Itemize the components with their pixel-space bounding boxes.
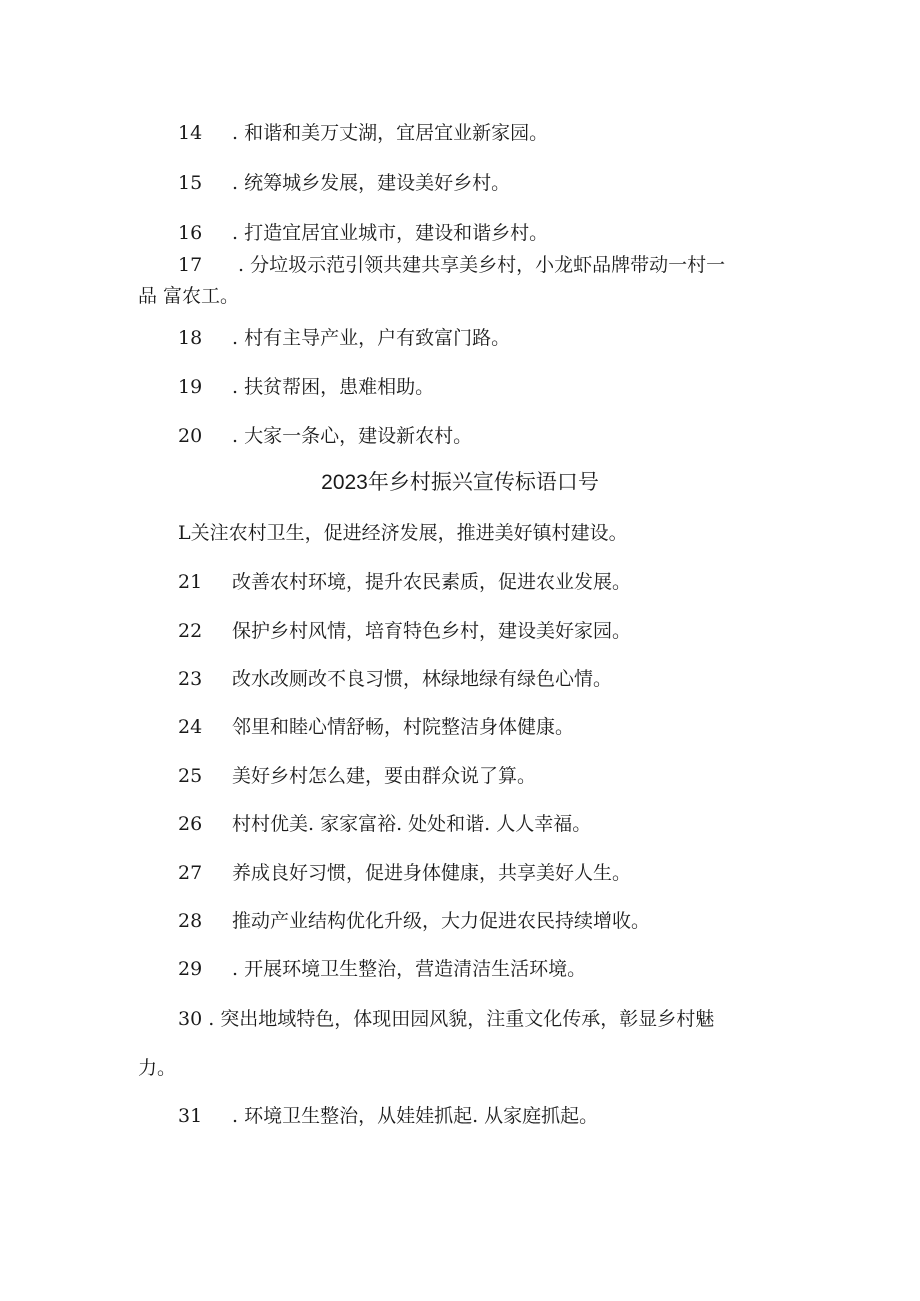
item-text: . 开展环境卫生整治，营造清洁生活环境。 [232,958,587,980]
list-item [178,619,631,643]
item-text: 美好乡村怎么建，要由群众说了算。 [232,765,537,787]
item-text: 推动产业结构优化升级，大力促进农民持续增收。 [232,910,651,932]
item-text: . 环境卫生整治，从娃娃抓起. 从家庭抓起。 [232,1105,599,1127]
item-number: 14 [178,122,203,144]
item-number: 15 [178,172,203,194]
item-text: . 扶贫帮困，患难相助。 [232,376,435,398]
list-item [178,812,591,836]
list-item [178,957,586,981]
list-item [178,715,574,739]
list-item [178,326,510,350]
item-text: 保护乡村风情，培育特色乡村，建设美好家园。 [232,620,632,642]
list-item [178,171,510,195]
item-number: 25 [178,765,203,787]
item-number: 18 [178,327,203,349]
item-text: . 村有主导产业，户有致富门路。 [232,327,511,349]
list-item [178,861,631,885]
item-text: 改水改厕改不良习惯，林绿地绿有绿色心情。 [232,668,613,690]
list-item [178,1104,598,1128]
item-number: 31 [178,1105,203,1127]
item-text: 村村优美. 家家富裕. 处处和谐. 人人幸福。 [232,813,592,835]
item-text: . 打造宜居宜业城市，建设和谐乡村。 [232,222,549,244]
list-item [178,424,472,448]
list-item [178,121,548,145]
list-item-continuation [138,284,239,308]
item-number: 21 [178,571,203,593]
item-number: 16 [178,222,203,244]
item-text: 养成良好习惯，促进身体健康，共享美好人生。 [232,862,632,884]
item-text: 邻里和睦心情舒畅，村院整洁身体健康。 [232,716,575,738]
item-number: 19 [178,376,203,398]
list-item [178,667,612,691]
list-item [178,909,650,933]
item-text: 改善农村环境，提升农民素质，促进农业发展。 [232,571,632,593]
item-number: 26 [178,813,203,835]
item-text-continuation: 品 富农工。 [138,285,240,307]
item-text: 30 . 突出地域特色，体现田园风貌，注重文化传承，彰显乡村魅 [178,1008,715,1030]
item-text: . 和谐和美万丈湖，宜居宜业新家园。 [232,122,549,144]
list-item [178,521,628,545]
item-number: 24 [178,716,203,738]
item-number: 29 [178,958,203,980]
list-item [178,253,725,277]
item-text-continuation: 力。 [138,1057,177,1079]
list-item [178,221,548,245]
item-number: 27 [178,862,203,884]
list-item [178,375,434,399]
item-number: 23 [178,668,203,690]
list-item [178,1007,714,1031]
list-item [178,570,631,594]
item-text: L关注农村卫生，促进经济发展，推进美好镇村建设。 [178,522,628,544]
list-item-continuation [138,1056,176,1080]
item-text: . 大家一条心，建设新农村。 [232,425,473,447]
item-number: 28 [178,910,203,932]
list-item [178,764,536,788]
item-text: . 分垃圾示范引领共建共享美乡村，小龙虾品牌带动一村一 [238,254,726,276]
item-text: . 统筹城乡发展，建设美好乡村。 [232,172,511,194]
item-number: 22 [178,620,203,642]
item-number: 20 [178,425,203,447]
item-number: 17 [178,254,203,276]
section-heading: 2023年乡村振兴宣传标语口号 [321,471,599,494]
